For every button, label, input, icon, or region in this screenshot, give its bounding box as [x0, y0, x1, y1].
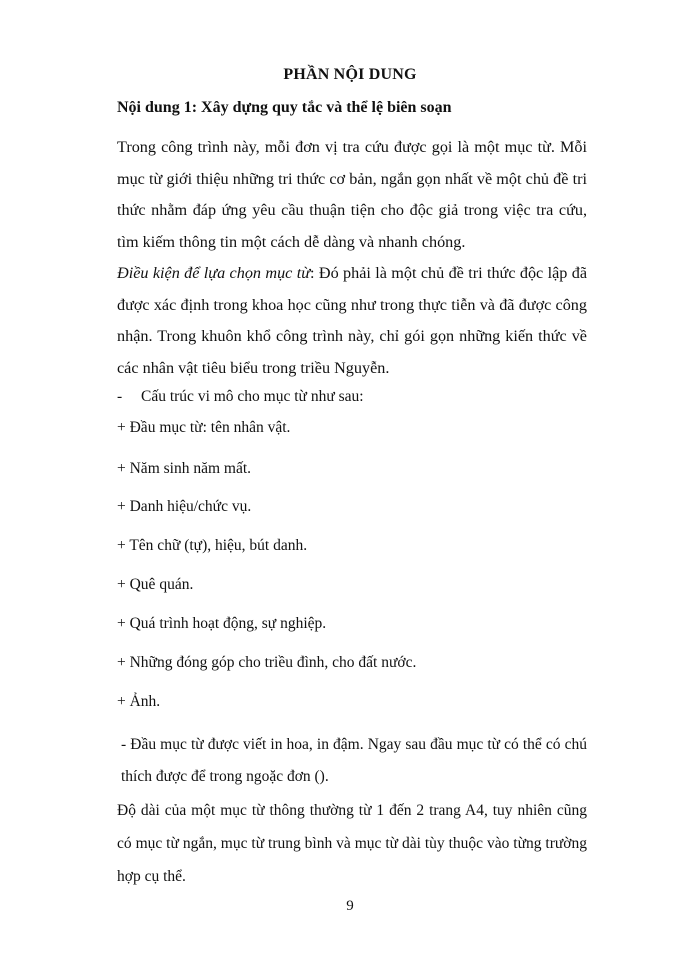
- structure-label: Cấu trúc vi mô cho mục từ như sau:: [141, 388, 364, 405]
- length-paragraph: Độ dài của một mục từ thông thường từ 1 đến 2 trang A4, tuy nhiên cũng có mục từ ngắn, mục từ trung bình và mục từ dài tùy thuộc vào từng trường hợp cụ thể.: [117, 802, 587, 885]
- page-number: 9: [346, 898, 354, 914]
- list-item: + Những đóng góp cho triều đình, cho đất nước.: [117, 654, 417, 671]
- list-item: + Quá trình hoạt động, sự nghiệp.: [117, 615, 327, 632]
- section-heading: PHẦN NỘI DUNG: [283, 66, 417, 83]
- structure-dash: -: [117, 388, 123, 405]
- criteria-lead: Điều kiện để lựa chọn mục từ: [117, 264, 311, 282]
- list-item: + Danh hiệu/chức vụ.: [117, 498, 252, 515]
- criteria-text: : Đó phải là một chủ đề tri thức độc lập đã được xác định trong khoa học cũng như trong thực tiễn và đã được công nhận. Trong khuôn khổ công trình này, chỉ gói gọn những kiến thức về các nhân vật tiêu biểu trong triều Nguyễn.: [117, 264, 588, 377]
- list-item: + Ảnh.: [117, 693, 161, 710]
- structure-intro: [117, 388, 364, 406]
- list-item: + Năm sinh năm mất.: [117, 460, 252, 477]
- heading-format-note: - Đầu mục từ được viết in hoa, in đậm. Ngay sau đầu mục từ có thể có chú thích được để trong ngoặc đơn ().: [121, 736, 587, 785]
- list-item: + Đầu mục từ: tên nhân vật.: [117, 419, 291, 436]
- list-item: + Tên chữ (tự), hiệu, bút danh.: [117, 537, 308, 554]
- list-item: + Quê quán.: [117, 576, 194, 593]
- selection-criteria-paragraph: [117, 258, 587, 384]
- content-subheading: Nội dung 1: Xây dựng quy tắc và thể lệ biên soạn: [117, 99, 452, 116]
- intro-paragraph: Trong công trình này, mỗi đơn vị tra cứu được gọi là một mục từ. Mỗi mục từ giới thiệu những tri thức cơ bản, ngắn gọn nhất về một chủ đề tri thức nhằm đáp ứng yêu cầu thuận tiện cho độc giả trong việc tra cứu, tìm kiếm thông tin một cách dễ dàng và nhanh chóng.: [117, 138, 587, 251]
